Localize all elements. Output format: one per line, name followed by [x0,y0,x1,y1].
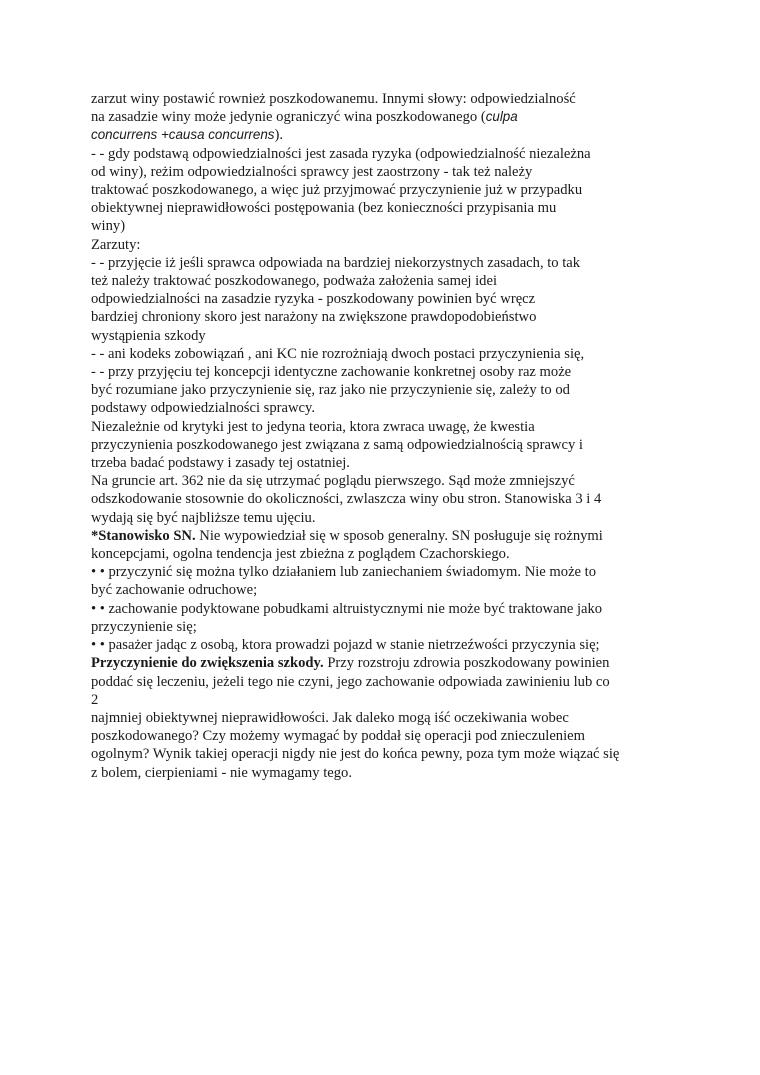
text-line: zarzut winy postawić rownież poszkodowanemu. Innymi słowy: odpowiedzialność [91,91,576,107]
text-line: Niezależnie od krytyki jest to jedyna teoria, ktora zwraca uwagę, że kwestia [91,418,535,435]
text-line: koncepcjami, ogolna tendencja jest zbieżna z poglądem Czachorskiego. [91,546,510,563]
text-line: być zachowanie odruchowe; [91,582,258,599]
text-line: odszkodowanie stosownie do okoliczności, zwlaszcza winy obu stron. Stanowiska 3 i 4 [91,491,602,508]
text-line: z bolem, cierpieniami ‐ nie wymagamy tego. [91,764,352,781]
page-number: 2 [91,691,99,708]
text-line: • • zachowanie podyktowane pobudkami altruistycznymi nie może być traktowane jako [91,600,603,617]
text-line: winy) [91,218,126,235]
text-line: obiektywnej nieprawidłowości postępowania (bez konieczności przypisania mu [91,200,557,217]
text-line: wydają się być najbliższe temu ujęciu. [91,509,316,526]
text-line: też należy traktować poszkodowanego, podważa założenia samej idei [91,273,498,290]
text-line: bardziej chroniony skoro jest narażony na zwiększone prawdopodobieństwo [91,309,537,326]
text-line: ogolnym? Wynik takiej operacji nigdy nie jest do końca pewny, poza tym może wiązać się [91,746,620,763]
text-line: najmniej obiektywnej nieprawidłowości. Jak daleko mogą iść oczekiwania wobec [91,709,569,726]
text-line: traktować poszkodowanego, a więc już przyjmować przyczynienie już w przypadku [91,182,583,199]
document-body [91,90,651,782]
text-line: trzeba badać podstawy i zasady tej ostatniej. [91,455,350,472]
text-line: poszkodowanego? Czy możemy wymagać by poddał się operacji pod znieczuleniem [91,728,585,745]
text-line: Na gruncie art. 362 nie da się utrzymać poglądu pierwszego. Sąd może zmniejszyć [91,473,575,490]
text-line: - - gdy podstawą odpowiedzialności jest zasada ryzyka (odpowiedzialność niezależna [91,145,591,162]
text-line: odpowiedzialności na zasadzie ryzyka ‐ poszkodowany powinien być wręcz [91,291,536,308]
text-line: Zarzuty: [91,236,141,253]
text-line: przyczynienia poszkodowanego jest związana z samą odpowiedzialnością sprawcy i [91,436,583,453]
text-line: • • pasażer jadąc z osobą, ktora prowadzi pojazd w stanie nietrzeźwości przyczynia się; [91,637,600,654]
text-line: *Stanowisko SN. Nie wypowiedział się w sposob generalny. SN posługuje się rożnymi [91,527,603,544]
text-line: - - ani kodeks zobowiązań , ani KC nie rozrożniają dwoch postaci przyczynienia się, [91,345,585,362]
text-line: - - przy przyjęciu tej koncepcji identyczne zachowanie konkretnej osoby raz może [91,364,572,381]
text-line: concurrens +causa concurrens). [91,127,283,144]
text-line: na zasadzie winy może jedynie ograniczyć wina poszkodowanego (culpa [91,109,518,126]
text-line: przyczynienie się; [91,618,197,635]
text-line: Przyczynienie do zwiększenia szkody. Przy rozstroju zdrowia poszkodowany powinien [91,655,610,672]
text-line: poddać się leczeniu, jeżeli tego nie czyni, jego zachowanie odpowiada zawinieniu lub co [91,673,610,690]
text-line: wystąpienia szkody [91,327,206,344]
text-line: od winy), reżim odpowiedzialności sprawcy jest zaostrzony ‐ tak też należy [91,163,533,180]
text-line: być rozumiane jako przyczynienie się, raz jako nie przyczynienie się, zależy to od [91,382,570,399]
text-line: • • przyczynić się można tylko działaniem lub zaniechaniem świadomym. Nie może to [91,564,597,581]
text-line: podstawy odpowiedzialności sprawcy. [91,400,315,417]
text-line: - - przyjęcie iż jeśli sprawca odpowiada na bardziej niekorzystnych zasadach, to tak [91,254,581,271]
